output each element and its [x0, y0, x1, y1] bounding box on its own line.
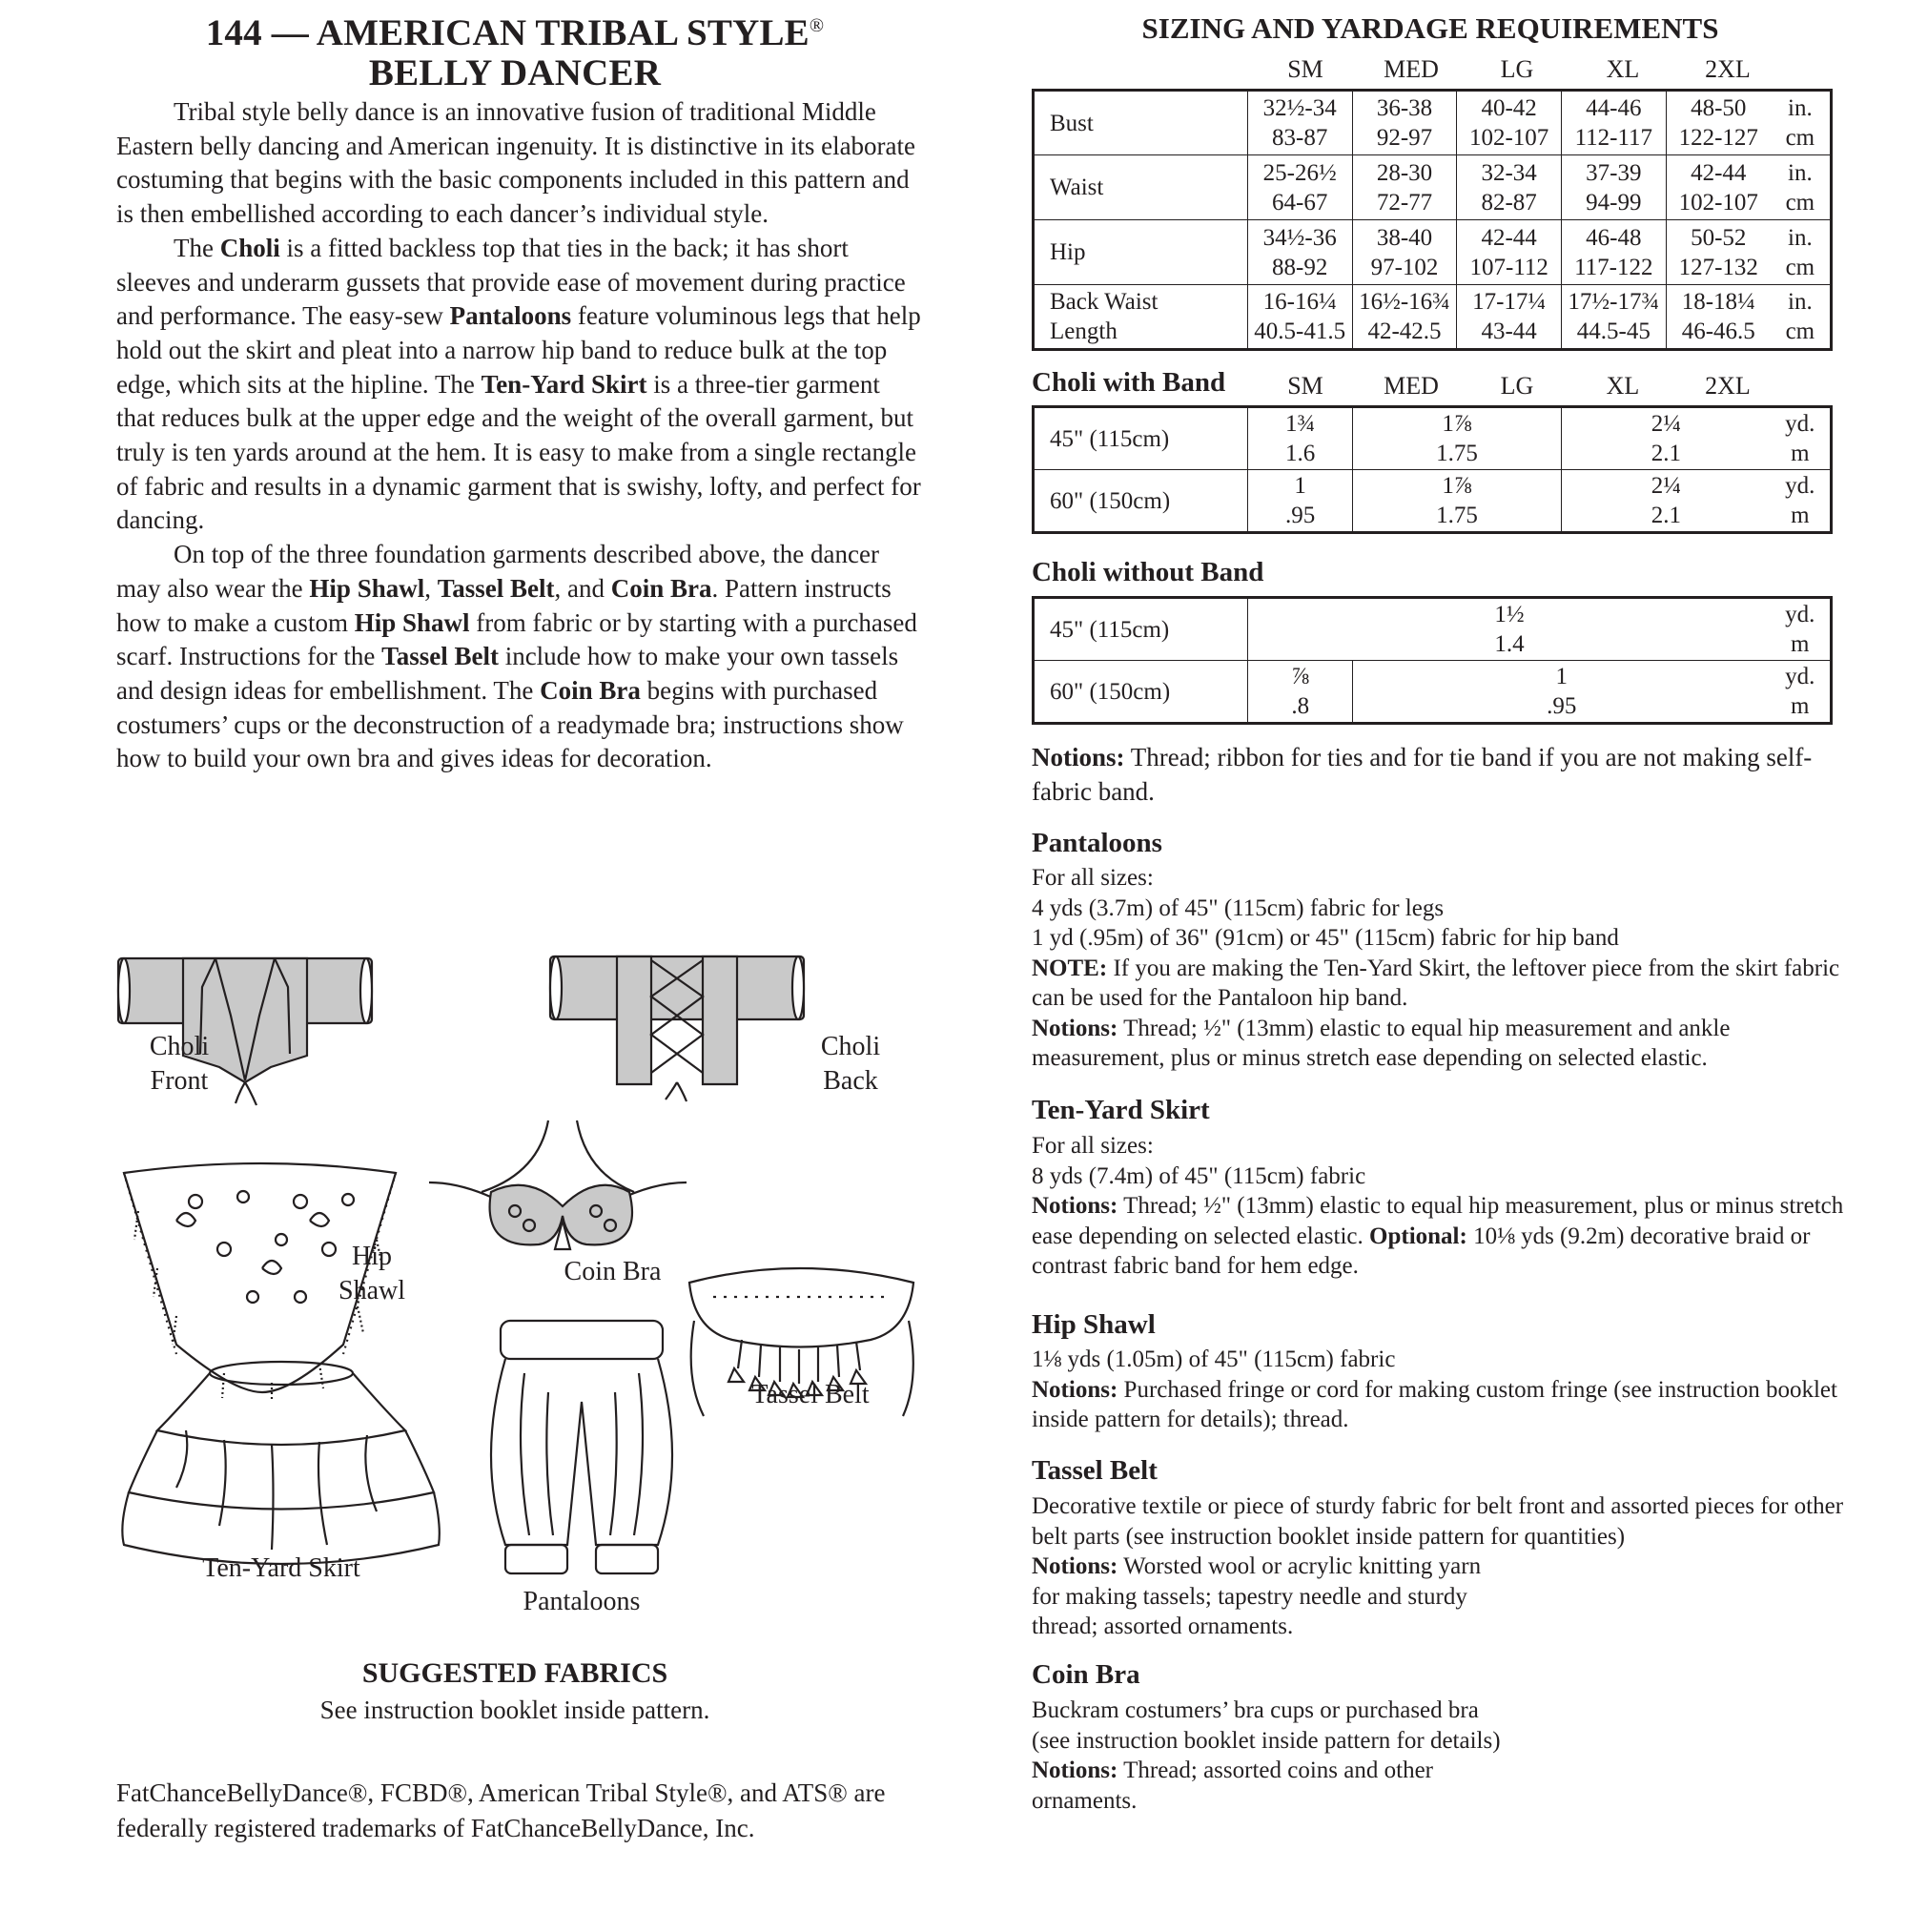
yardage-row	[1034, 470, 1832, 533]
intro-paragraph-3: On top of the three foundation garments described above, the dancer may also wear the Hip Shawl, Tassel Belt, and Coin Bra. Pattern instructs how to make a custom Hip Shawl from fabric or by starting with a purchased scarf. Instructions for the Tassel Belt include how to make your own tassels and design ideas for embellishment. The Coin Bra begins with purchased costumers’ cups or the deconstruction of a readymade bra; instructions show how to build your own bra and gives ideas for decoration.	[116, 540, 917, 773]
measurement-value: 17½-17¾ 44.5-45	[1561, 285, 1666, 350]
fabric-width-label: 60" (150cm)	[1034, 470, 1248, 533]
bold-term: Coin Bra	[540, 675, 641, 705]
hip-shawl-heading: Hip Shawl	[1032, 1309, 1156, 1340]
tassel-belt-notions-1: Worsted wool or acrylic knitting yarn	[1118, 1553, 1482, 1579]
pantaloons-notions: Thread; ½" (13mm) elastic to equal hip measurement and ankle measurement, plus or minus stretch ease depending on selected elastic.	[1032, 1015, 1731, 1071]
pantaloons-illustration	[486, 1316, 677, 1593]
yardage-value: 2¼ 2.1	[1562, 407, 1771, 470]
intro-paragraph-2: The Choli is a fitted backless top that ties in the back; it has short sleeves and underarm gussets that provide ease of movement during practice and performance. The easy-sew Pantaloons feature voluminous legs that help hold out the skirt and pleat into a narrow hip band to reduce bulk at the top edge, which sits at the hipline. The Ten-Yard Skirt is a three-tier garment that reduces bulk at the upper edge and the weight of the overall garment, but truly is ten yards around at the hem. It is easy to make from a single rectangle of fabric and results in a dynamic garment that is swishy, lofty, and perfect for dancing.	[116, 233, 921, 535]
measurement-value: 17-17¼ 43-44	[1457, 285, 1561, 350]
bold-term: Hip Shawl	[354, 607, 470, 637]
label-choli-front-line-1: Choli	[149, 1032, 210, 1061]
tassel-belt-heading: Tassel Belt	[1032, 1455, 1158, 1486]
pantaloons-details	[1032, 863, 1852, 1074]
label-tassel-belt: Tassel Belt	[751, 1380, 870, 1409]
unit-label: in. cm	[1771, 91, 1832, 155]
measurement-value: 48-50 122-127	[1666, 91, 1770, 155]
pantaloons-line-3: 1 yd (.95m) of 36" (91cm) or 45" (115cm) fabric for hip band	[1032, 925, 1619, 951]
choli-back-illustration	[548, 949, 806, 1111]
choli-size-header-med: MED	[1384, 372, 1439, 400]
measurement-row	[1034, 220, 1832, 285]
bold-term: Ten-Yard Skirt	[481, 369, 647, 399]
label-choli-front	[132, 1030, 227, 1099]
measurement-value: 37-39 94-99	[1561, 155, 1666, 220]
measurement-value: 16½-16¾ 42-42.5	[1352, 285, 1457, 350]
choli-size-header-xl: XL	[1606, 372, 1640, 400]
measurement-value: 38-40 97-102	[1352, 220, 1457, 285]
suggested-fabrics-text: See instruction booklet inside pattern.	[319, 1696, 710, 1724]
bold-term: Choli	[219, 233, 280, 262]
ten-yard-skirt-illustration	[119, 1354, 443, 1573]
choli-notions	[1032, 740, 1852, 809]
skirt-notions: Thread; ½" (13mm) elastic to equal hip measurement, plus or minus stretch ease depending on selected elastic.	[1032, 1193, 1844, 1249]
measurement-label: Bust	[1034, 91, 1248, 155]
measurement-value: 46-48 117-122	[1561, 220, 1666, 285]
choli-size-header-lg: LG	[1500, 372, 1534, 400]
hip-shawl-line-1: 1⅛ yds (1.05m) of 45" (115cm) fabric	[1032, 1346, 1396, 1372]
label-choli-back-line-2: Back	[823, 1066, 878, 1096]
coin-bra-line-2: (see instruction booklet inside pattern for details)	[1032, 1727, 1501, 1754]
measurement-value: 36-38 92-97	[1352, 91, 1457, 155]
coin-bra-heading: Coin Bra	[1032, 1659, 1140, 1690]
bold-term: Coin Bra	[610, 573, 712, 603]
pantaloons-note: If you are making the Ten-Yard Skirt, the leftover piece from the skirt fabric can be used for the Pantaloon hip band.	[1032, 955, 1840, 1011]
measurement-value: 18-18¼ 46-46.5	[1666, 285, 1770, 350]
pantaloons-note-label: NOTE:	[1032, 955, 1108, 981]
choli-notions-text: Thread; ribbon for ties and for tie band if you are not making self-fabric band.	[1032, 743, 1813, 806]
tassel-belt-notions-3: thread; assorted ornaments.	[1032, 1613, 1294, 1639]
pantaloons-notions-label: Notions:	[1032, 1015, 1118, 1041]
intro-paragraph-1: Tribal style belly dance is an innovative fusion of traditional Middle Eastern belly dancing and American ingenuity. It is distinctive in its elaborate costuming that begins with the basic components included in this pattern and is then embellished according to each dancer’s individual style.	[116, 97, 916, 229]
yardage-value: ⅞ .8	[1248, 661, 1353, 724]
pattern-title	[114, 13, 915, 93]
tassel-belt-notions-label: Notions:	[1032, 1553, 1118, 1579]
yardage-row	[1034, 598, 1832, 661]
tassel-belt-notions-2: for making tassels; tapestry needle and sturdy	[1032, 1583, 1467, 1610]
coin-bra-illustration	[424, 1116, 691, 1264]
skirt-line-1: For all sizes:	[1032, 1133, 1154, 1159]
measurement-label: Back Waist Length	[1034, 285, 1248, 350]
coin-bra-notions-1: Thread; assorted coins and other	[1118, 1757, 1433, 1783]
tassel-belt-details	[1032, 1491, 1852, 1642]
label-hip-shawl-line-2: Shawl	[338, 1276, 405, 1305]
choli-without-band-heading: Choli without Band	[1032, 557, 1264, 587]
skirt-optional-label: Optional:	[1369, 1223, 1467, 1249]
pantaloons-line-2: 4 yds (3.7m) of 45" (115cm) fabric for legs	[1032, 894, 1445, 921]
measurement-value: 32½-34 83-87	[1247, 91, 1352, 155]
unit-label: yd. m	[1771, 661, 1832, 724]
measurement-value: 42-44 107-112	[1457, 220, 1561, 285]
yardage-value: 2¼ 2.1	[1562, 470, 1771, 533]
yardage-value: 1 .95	[1248, 470, 1353, 533]
label-choli-front-line-2: Front	[150, 1066, 209, 1096]
coin-bra-line-1: Buckram costumers’ bra cups or purchased bra	[1032, 1697, 1479, 1723]
ten-yard-skirt-details	[1032, 1131, 1852, 1282]
trademark-notice: FatChanceBellyDance®, FCBD®, American Tribal Style®, and ATS® are federally registered trademarks of FatChanceBellyDance, Inc.	[116, 1778, 886, 1842]
measurement-value: 16-16¼ 40.5-41.5	[1247, 285, 1352, 350]
bold-term: Tassel Belt	[381, 642, 499, 671]
yardage-value: 1 .95	[1353, 661, 1771, 724]
size-header-2xl: 2XL	[1705, 55, 1751, 83]
choli-size-header-2xl: 2XL	[1705, 372, 1751, 400]
size-header-xl: XL	[1606, 55, 1640, 83]
label-pantaloons: Pantaloons	[523, 1587, 641, 1616]
measurement-value: 40-42 102-107	[1457, 91, 1561, 155]
label-choli-back-line-1: Choli	[820, 1032, 881, 1061]
choli-notions-label: Notions:	[1032, 743, 1125, 771]
measurement-value: 42-44 102-107	[1666, 155, 1770, 220]
unit-label: yd. m	[1771, 407, 1832, 470]
measurement-value: 28-30 72-77	[1352, 155, 1457, 220]
yardage-value: 1⅞ 1.75	[1352, 470, 1561, 533]
tassel-belt-line-1: Decorative textile or piece of sturdy fabric for belt front and assorted pieces for other belt parts (see instruction booklet inside pattern for quantities)	[1032, 1493, 1844, 1550]
yardage-row	[1034, 407, 1832, 470]
skirt-optional: 10⅛ yds (9.2m) decorative braid or contrast fabric band for hem edge.	[1032, 1223, 1811, 1279]
size-header-sm: SM	[1287, 55, 1323, 83]
unit-label: yd. m	[1771, 598, 1832, 661]
coin-bra-notions-label: Notions:	[1032, 1757, 1118, 1783]
measurement-label: Waist	[1034, 155, 1248, 220]
measurement-value: 34½-36 88-92	[1247, 220, 1352, 285]
ten-yard-skirt-heading: Ten-Yard Skirt	[1032, 1095, 1210, 1125]
measurement-row	[1034, 155, 1832, 220]
choli-without-band-table	[1032, 596, 1833, 725]
unit-label: yd. m	[1771, 470, 1832, 533]
unit-label: in. cm	[1771, 220, 1832, 285]
skirt-line-2: 8 yds (7.4m) of 45" (115cm) fabric	[1032, 1162, 1366, 1189]
bold-term: Tassel Belt	[437, 573, 555, 603]
measurement-value: 32-34 82-87	[1457, 155, 1561, 220]
label-hip-shawl	[319, 1240, 424, 1308]
yardage-value: 1½ 1.4	[1248, 598, 1771, 661]
fabric-width-label: 45" (115cm)	[1034, 598, 1248, 661]
suggested-fabrics-heading: SUGGESTED FABRICS	[361, 1657, 668, 1689]
measurement-value: 44-46 112-117	[1561, 91, 1666, 155]
hip-shawl-notions: Purchased fringe or cord for making custom fringe (see instruction booklet inside pattern for details); thread.	[1032, 1376, 1837, 1432]
coin-bra-details	[1032, 1696, 1852, 1816]
size-header-med: MED	[1384, 55, 1439, 83]
pantaloons-heading: Pantaloons	[1032, 828, 1162, 858]
sizing-heading: SIZING AND YARDAGE REQUIREMENTS	[1141, 11, 1719, 45]
label-choli-back	[803, 1030, 898, 1099]
bold-term: Pantaloons	[449, 301, 572, 331]
bold-term: Hip Shawl	[309, 573, 425, 603]
yardage-row	[1034, 661, 1832, 724]
fabric-width-label: 60" (150cm)	[1034, 661, 1248, 724]
measurement-label: Hip	[1034, 220, 1248, 285]
label-hip-shawl-line-1: Hip	[352, 1242, 392, 1271]
yardage-value: 1¾ 1.6	[1248, 407, 1353, 470]
title-line-1: 144 — AMERICAN TRIBAL STYLE	[205, 12, 810, 53]
choli-with-band-table	[1032, 405, 1833, 534]
skirt-notions-label: Notions:	[1032, 1193, 1118, 1219]
coin-bra-notions-2: ornaments.	[1032, 1787, 1138, 1814]
hip-shawl-details	[1032, 1345, 1852, 1435]
intro-text	[116, 95, 922, 776]
size-header-lg: LG	[1500, 55, 1534, 83]
measurement-value: 50-52 127-132	[1666, 220, 1770, 285]
measurement-value: 25-26½ 64-67	[1247, 155, 1352, 220]
choli-size-header-sm: SM	[1287, 372, 1323, 400]
measurement-row	[1034, 285, 1832, 350]
body-measurements-table	[1032, 89, 1833, 351]
label-ten-yard-skirt: Ten-Yard Skirt	[202, 1553, 360, 1583]
choli-with-band-heading: Choli with Band	[1032, 367, 1226, 398]
fabric-width-label: 45" (115cm)	[1034, 407, 1248, 470]
title-line-2: BELLY DANCER	[368, 52, 662, 93]
unit-label: in. cm	[1771, 285, 1832, 350]
unit-label: in. cm	[1771, 155, 1832, 220]
hip-shawl-notions-label: Notions:	[1032, 1376, 1118, 1403]
pantaloons-line-1: For all sizes:	[1032, 865, 1154, 891]
registered-mark: ®	[809, 15, 825, 36]
measurement-row	[1034, 91, 1832, 155]
label-coin-bra: Coin Bra	[564, 1257, 662, 1286]
yardage-value: 1⅞ 1.75	[1352, 407, 1561, 470]
